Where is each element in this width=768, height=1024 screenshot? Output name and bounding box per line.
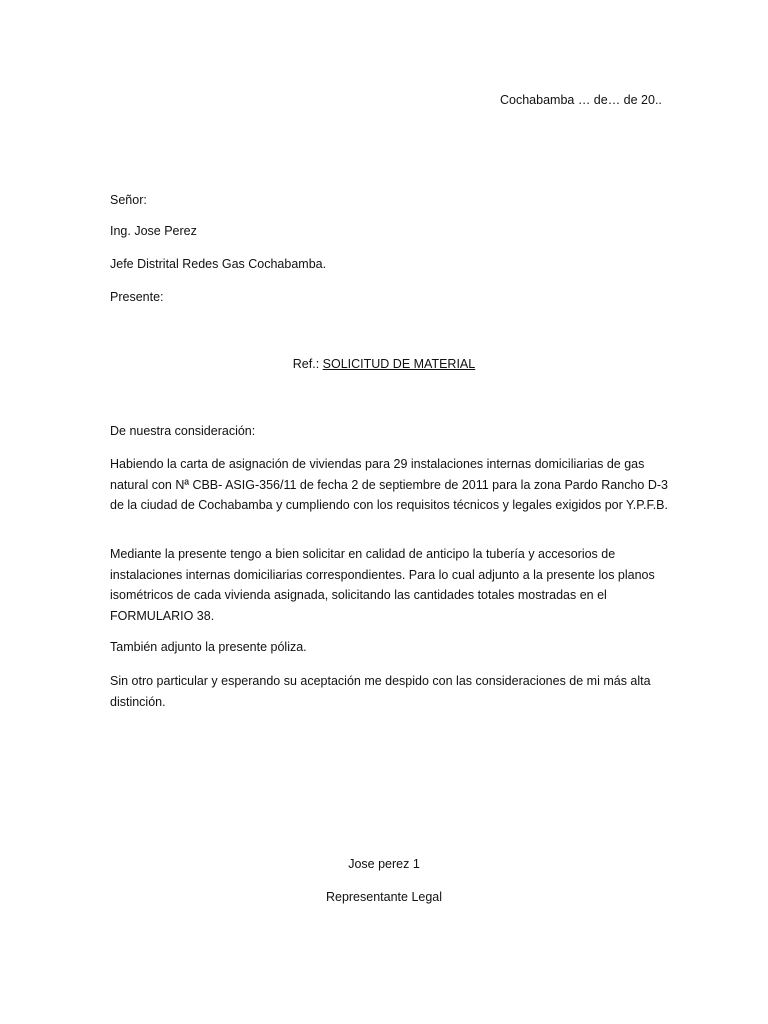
presente-line: Presente:: [110, 290, 164, 304]
greeting: De nuestra consideración:: [110, 424, 256, 438]
salutation: Señor:: [110, 193, 147, 207]
signer-role: Representante Legal: [325, 890, 443, 904]
paragraph-4: Sin otro particular y esperando su aceptación me despido con las consideraciones de mi más alta distinción.: [110, 674, 651, 709]
reference-line: [0, 354, 768, 374]
ref-subject: SOLICITUD DE MATERIAL: [322, 357, 476, 371]
signer-name: Jose perez 1: [348, 857, 420, 871]
paragraph-1: Habiendo la carta de asignación de viviendas para 29 instalaciones internas domiciliarias de gas natural con Nª CBB- ASIG-356/11 de fecha 2 de septiembre de 2011 para la zona Pardo Rancho D-3 de la ciudad de Cochabamba y cumpliendo con los requisitos técnicos y legales exigidos por Y.P.F.B.: [110, 457, 668, 512]
recipient-name: Ing. Jose Perez: [110, 224, 197, 238]
date-line: Cochabamba … de… de 20..: [500, 93, 662, 107]
paragraph-2: Mediante la presente tengo a bien solicitar en calidad de anticipo la tubería y accesorios de instalaciones internas domiciliarias correspondientes. Para lo cual adjunto a la presente los planos isométricos de cada vivienda asignada, solicitando las cantidades totales mostradas en el FORMULARIO 38.: [110, 547, 655, 623]
ref-label: Ref.:: [292, 357, 320, 371]
recipient-title: Jefe Distrital Redes Gas Cochabamba.: [110, 257, 327, 271]
paragraph-3: También adjunto la presente póliza.: [110, 640, 307, 654]
